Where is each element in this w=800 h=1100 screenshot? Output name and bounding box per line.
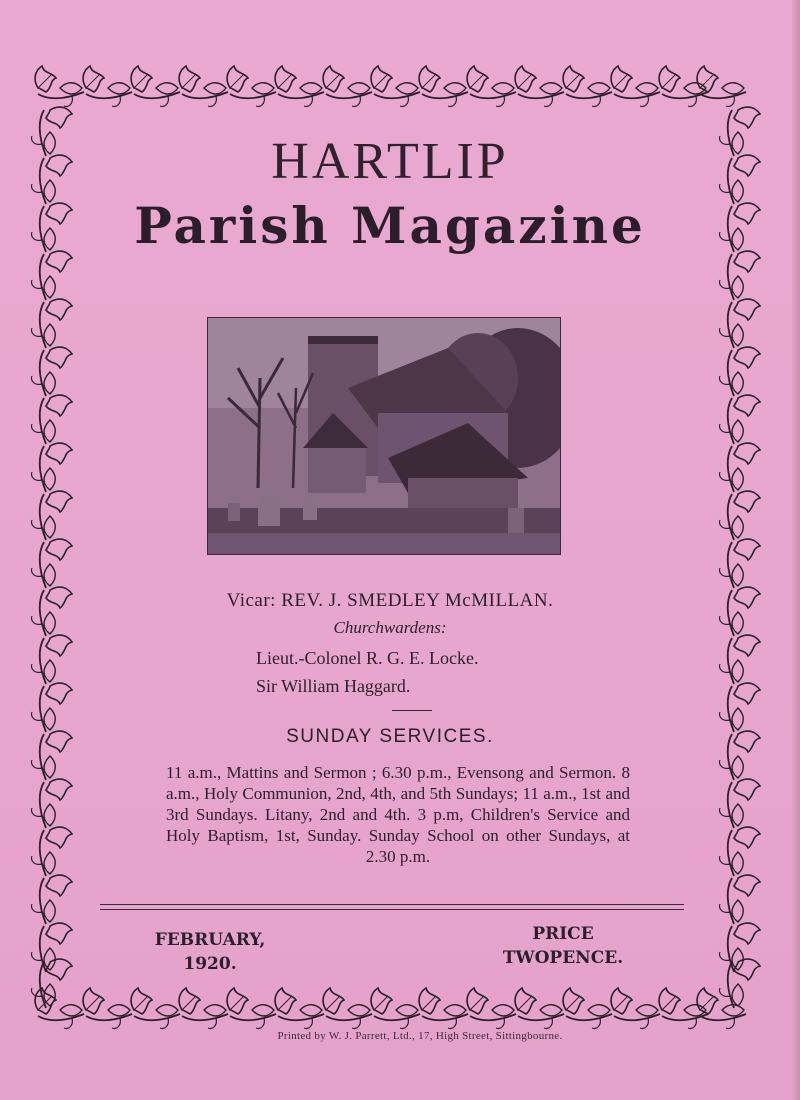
magazine-title: HARTLIP — [271, 133, 509, 190]
magazine-subtitle: Parish Magazine — [134, 196, 646, 255]
printer-credit: Printed by W. J. Parrett, Ltd., 17, High Street, Sittingbourne. — [277, 1030, 563, 1042]
churchwarden-item: Lieut.-Colonel R. G. E. Locke. — [256, 648, 479, 668]
issue-month: FEBRUARY, — [154, 930, 266, 950]
officers-section — [0, 590, 780, 711]
churchwardens-label: Churchwardens: — [333, 618, 447, 637]
sunday-services-text: 11 a.m., Mattins and Sermon ; 6.30 p.m., Evensong and Sermon. 8 a.m., Holy Communion, 2nd, 4th, and 5th Sundays; 11 a.m., 1st and 3rd Sundays. Litany, 2nd and 4th. 3 p.m, Children's Service and Holy Baptism, 1st, Sunday. Sunday School on other Sundays, at 2.30 p.m. — [166, 763, 630, 866]
churchwarden-item: Sir William Haggard. — [256, 676, 411, 696]
sunday-services-heading: SUNDAY SERVICES. — [286, 726, 494, 747]
price-block — [478, 922, 648, 970]
issue-date — [130, 928, 290, 976]
double-rule-bottom — [100, 909, 684, 910]
church-photo-illustration — [208, 318, 560, 554]
section-divider — [392, 710, 432, 711]
price-amount: TWOPENCE. — [502, 948, 624, 968]
church-photograph — [207, 317, 561, 555]
issue-year: 1920. — [183, 954, 237, 974]
double-rule-top — [100, 904, 684, 905]
price-label: PRICE — [532, 924, 594, 944]
vicar-line: Vicar: REV. J. SMEDLEY McMILLAN. — [226, 590, 554, 611]
churchwardens-list — [256, 644, 780, 700]
